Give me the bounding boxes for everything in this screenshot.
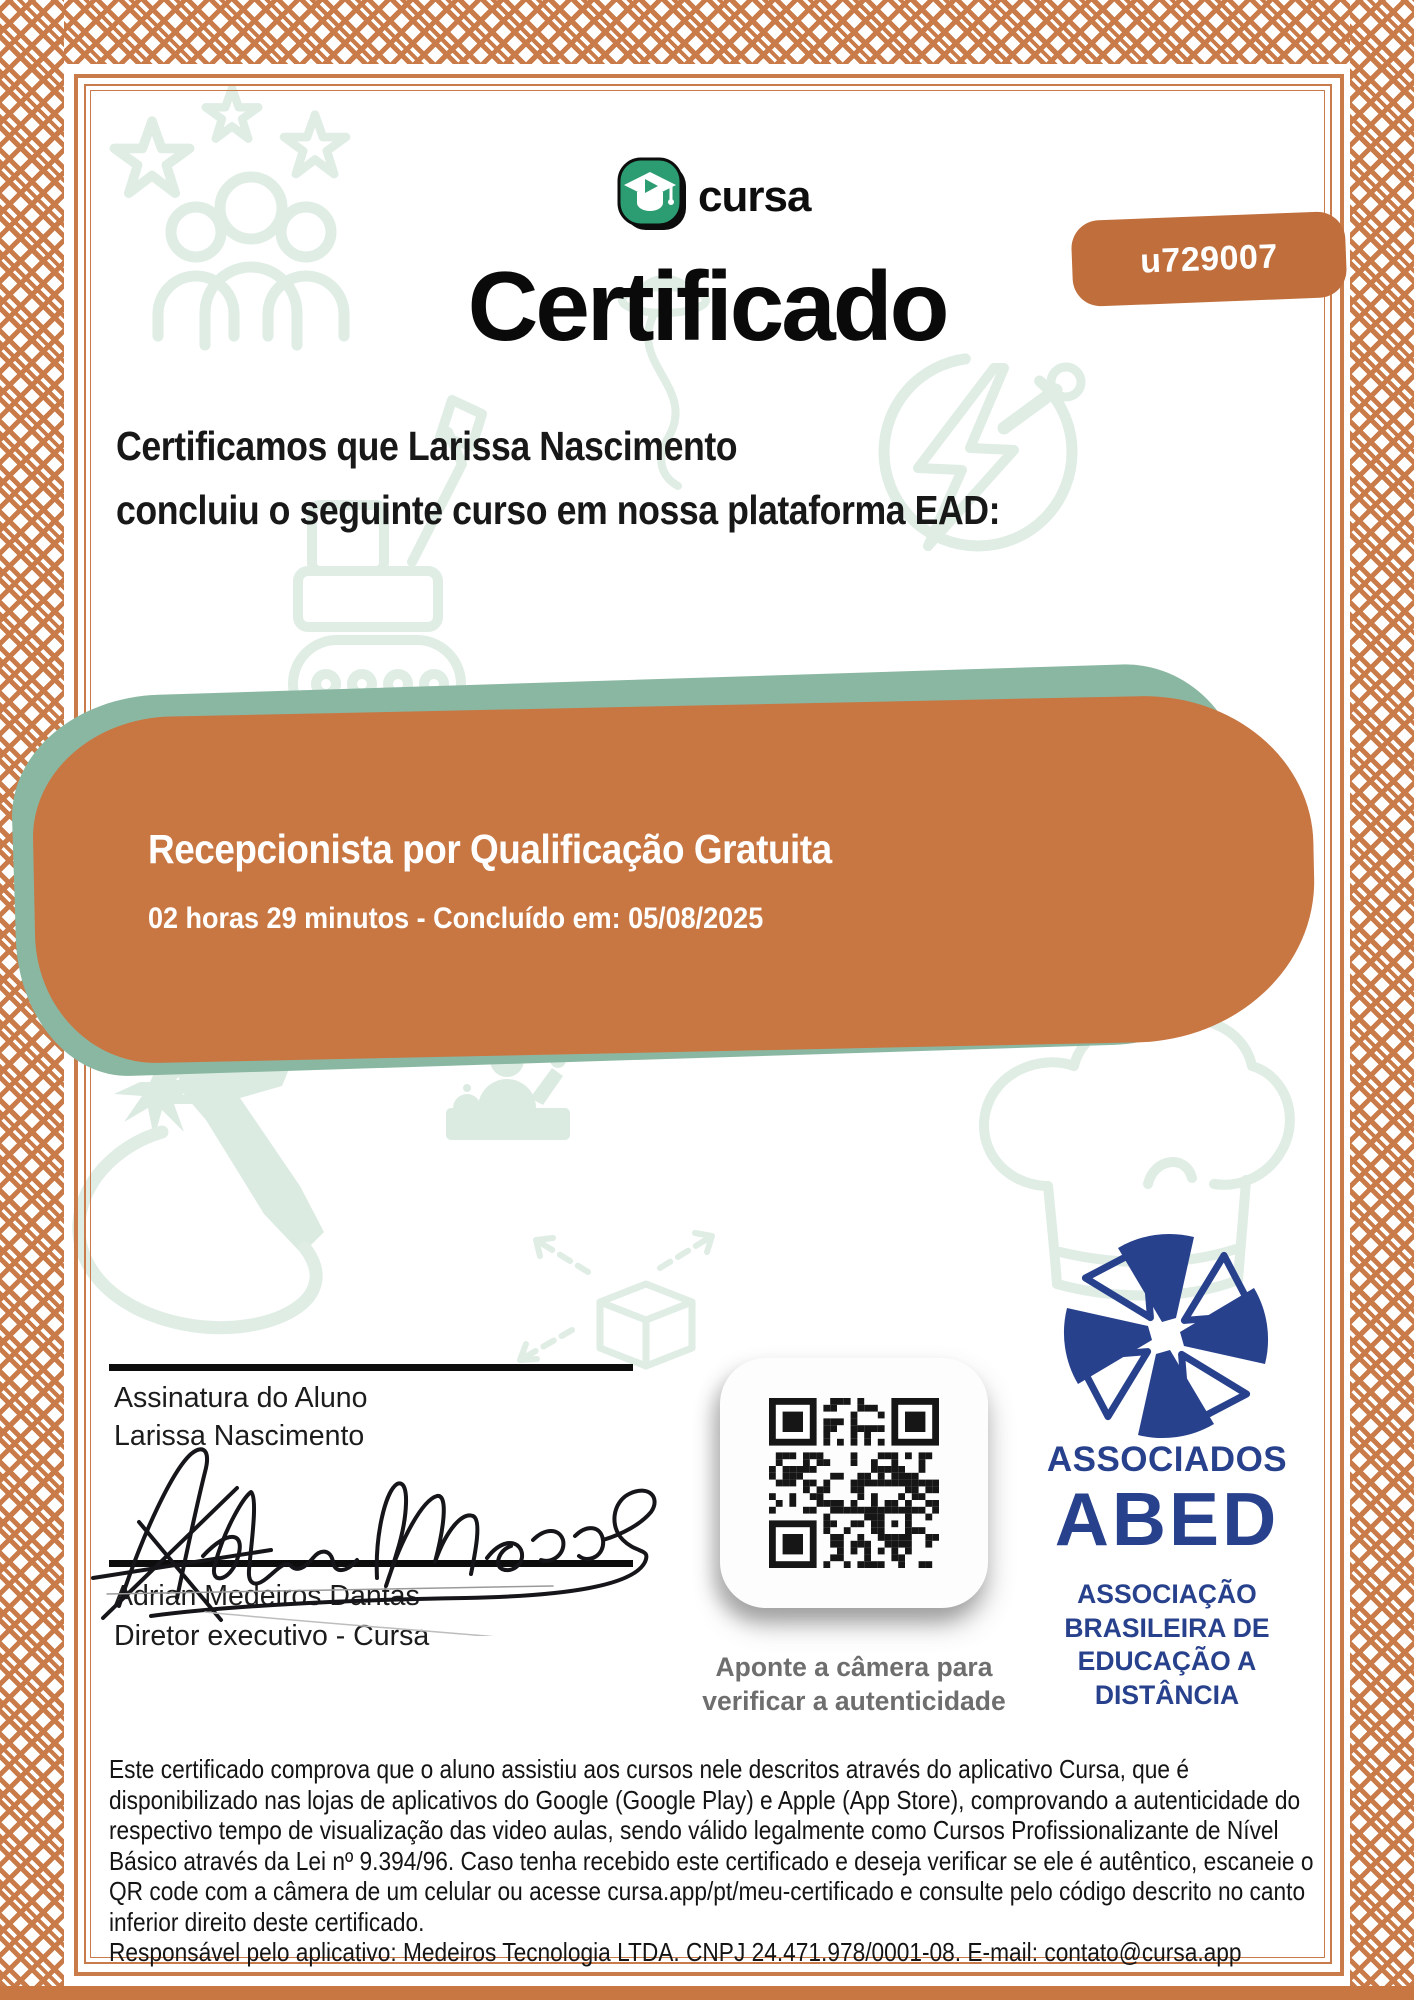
signature-rule-top [109, 1364, 633, 1371]
abed-acronym: ABED [1054, 1477, 1280, 1561]
abed-line-1: ASSOCIAÇÃO [1077, 1579, 1257, 1609]
intro-text [116, 414, 1000, 542]
border-bar-bottom [0, 1986, 1414, 2000]
cursa-wordmark: cursa [698, 172, 811, 221]
intro-line-1: Certificamos que Larissa Nascimento [116, 423, 738, 469]
course-name: Recepcionista por Qualificação Gratuita [148, 826, 832, 872]
qr-code-svg [769, 1398, 939, 1568]
cursa-logo-icon [616, 154, 690, 236]
handwritten-signature [85, 1436, 665, 1636]
footer-paragraph: Este certificado comprova que o aluno assistiu aos cursos nele descritos através do aplicativo Cursa, que é disponibilizado nas lojas de aplicativos do Google (Google Play) e Apple (App Store), comprovando a autenticidade do respectivo tempo de visualização das video aulas, sendo válido legalmente como Cursos Profissionalizante de Nível Básico através da Lei nº 9.394/96. Caso tenha recebido este certificado e deseja verificar se ele é autêntico, escaneie o QR code com a câmera de um celular ou acesse cursa.app/pt/meu-certificado e consulte pelo código descrito no canto inferior direito deste certificado. [109, 1754, 1314, 1937]
director-role: Diretor executivo - Cursa [114, 1620, 430, 1652]
abed-line-4: DISTÂNCIA [1094, 1679, 1240, 1710]
certificate-title: Certificado [467, 251, 947, 361]
qr-caption-line1: Aponte a câmera para [715, 1652, 993, 1682]
abed-full-name [1030, 1578, 1304, 1712]
abed-line-2: BRASILEIRA DE [1064, 1612, 1270, 1643]
qr-caption-line2: verificar a autenticidade [702, 1686, 1006, 1716]
course-meta: 02 horas 29 minutos - Concluído em: 05/08/2025 [148, 902, 764, 935]
footer-responsible: Responsável pelo aplicativo: Medeiros Tecnologia LTDA. CNPJ 24.471.978/0001-08. E-mail: contato@cursa.app [109, 1937, 1242, 1967]
qr-caption [700, 1650, 1008, 1718]
border-pattern-top [0, 0, 1414, 64]
director-name: Adrian Medeiros Dantas [114, 1580, 420, 1612]
course-banner [31, 693, 1318, 1066]
abed-line-3: EDUCAÇÃO A [1077, 1646, 1257, 1676]
abed-heading: ASSOCIADOS [1046, 1440, 1288, 1479]
abed-logo-icon [1060, 1232, 1272, 1440]
intro-line-2: concluiu o seguinte curso em nossa plataforma EAD: [116, 487, 1001, 533]
signature-label: Assinatura do Aluno [114, 1382, 368, 1414]
certificate-code: u729007 [1139, 236, 1279, 281]
qr-card [720, 1358, 988, 1608]
footer-text [109, 1754, 1329, 1968]
certificate-code-badge [1070, 211, 1347, 307]
signature-student-name: Larissa Nascimento [114, 1420, 365, 1452]
